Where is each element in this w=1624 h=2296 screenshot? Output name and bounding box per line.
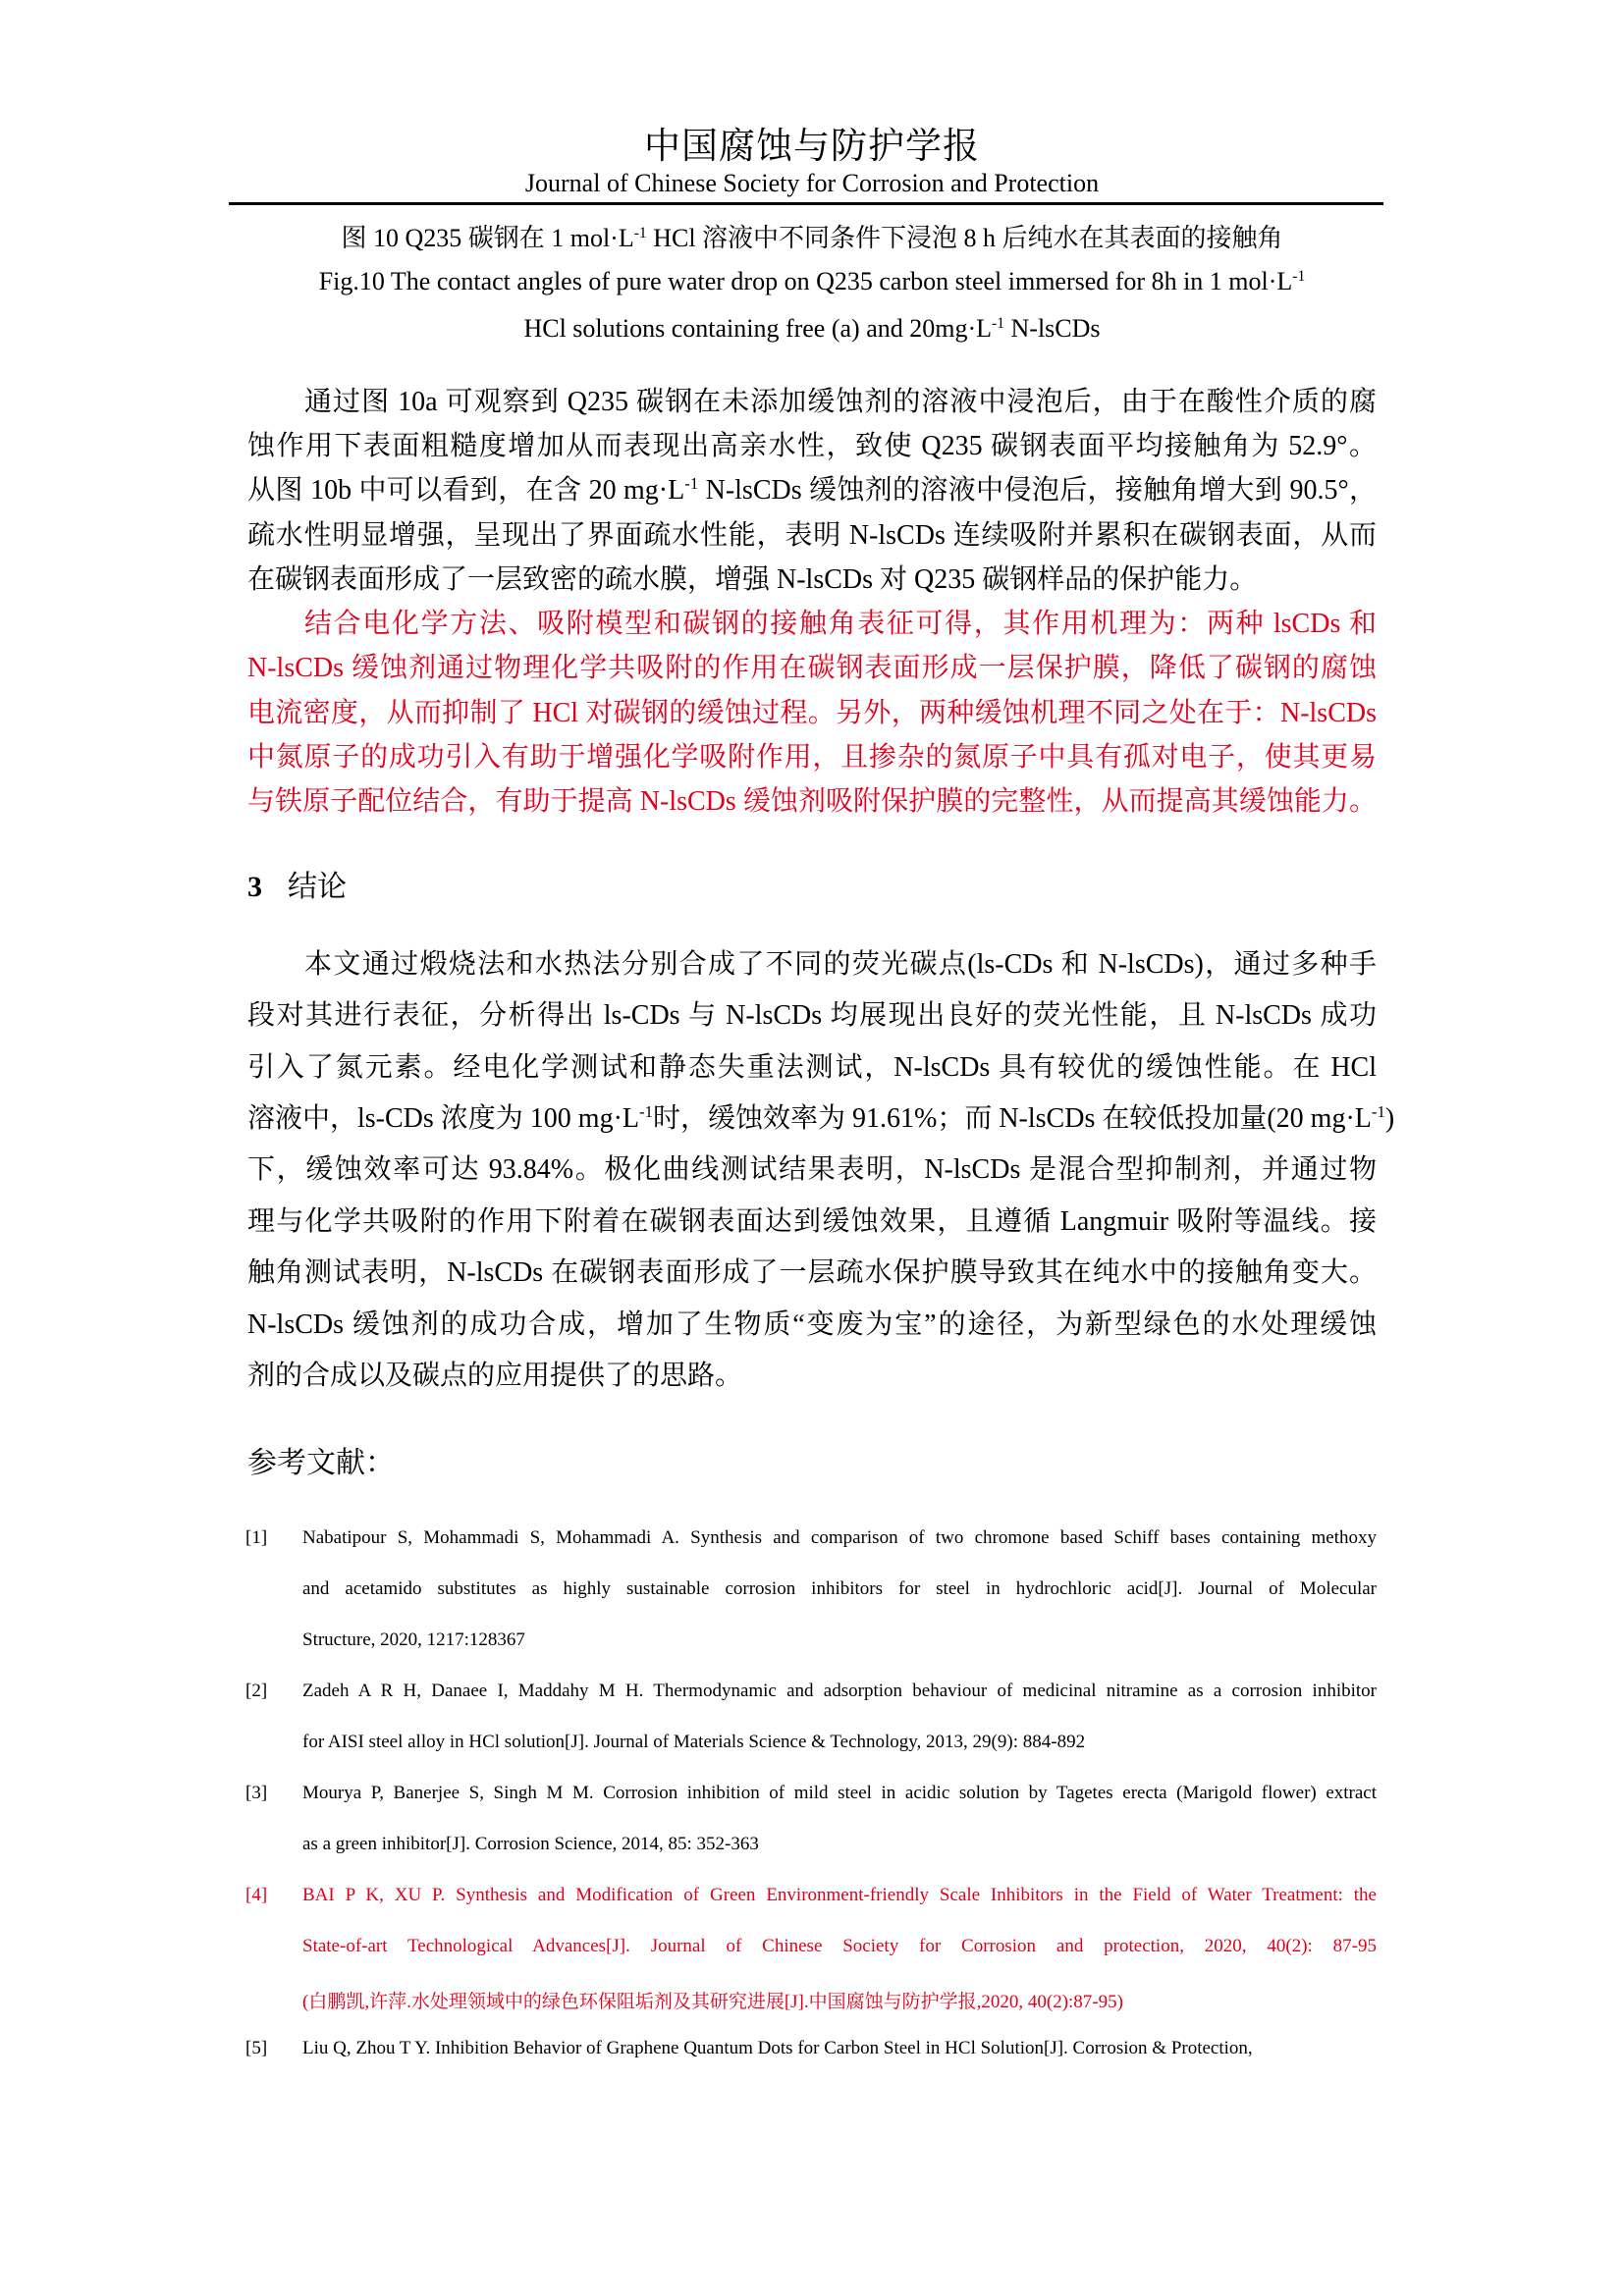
paragraph-line: 下，缓蚀效率可达 93.84%。极化曲线测试结果表明，N-lsCDs 是混合型抑制剂，并通过物 xyxy=(247,1154,1377,1185)
text-span: ) xyxy=(1384,1103,1395,1134)
paragraph-line xyxy=(247,1099,1395,1139)
paragraph-line: 理与化学共吸附的作用下附着在碳钢表面达到缓蚀效果，且遵循 Langmuir 吸附等温线。接 xyxy=(247,1206,1377,1237)
reference-text-line: Zadeh A R H, Danaee I, Maddahy M H. Thermodynamic and adsorption behaviour of medicinal nitramine as a corrosion inhibitor xyxy=(302,1681,1377,1701)
reference-text-line: Nabatipour S, Mohammadi S, Mohammadi A. Synthesis and comparison of two chromone based Schiff bases containing methoxy xyxy=(302,1527,1377,1548)
paragraph-line: 中氮原子的成功引入有助于增强化学吸附作用，且掺杂的氮原子中具有孤对电子，使其更易 xyxy=(247,742,1377,773)
superscript: -1 xyxy=(992,314,1005,332)
figure-caption-en-line2 xyxy=(0,314,1624,344)
superscript: -1 xyxy=(1292,267,1306,285)
reference-text-line: and acetamido substitutes as highly sustainable corrosion inhibitors for steel in hydrochloric acid[J]. Journal of Molecular xyxy=(302,1578,1377,1599)
reference-text-line: BAI P K, XU P. Synthesis and Modification of Green Environment-friendly Scale Inhibitors in the Field of Water Treatment: the xyxy=(302,1885,1377,1905)
caption-text: N-lsCDs xyxy=(1004,314,1101,343)
paragraph-line: 剂的合成以及碳点的应用提供了的思路。 xyxy=(247,1361,743,1391)
text-span: 溶液中，ls-CDs 浓度为 100 mg·L xyxy=(247,1103,640,1134)
text-span: 时，缓蚀效率为 91.61%；而 N-lsCDs 在较低投加量(20 mg·L xyxy=(653,1103,1372,1134)
paragraph-line: 疏水性明显增强，呈现出了界面疏水性能，表明 N-lsCDs 连续吸附并累积在碳钢表面，从而 xyxy=(247,520,1377,551)
reference-text-line: Liu Q, Zhou T Y. Inhibition Behavior of Graphene Quantum Dots for Carbon Steel in HCl Solution[J]. Corrosion & Protection, xyxy=(302,2038,1253,2058)
superscript: -1 xyxy=(1371,1101,1385,1121)
section-number: 3 xyxy=(247,871,262,903)
paragraph-line: 电流密度，从而抑制了 HCl 对碳钢的缓蚀过程。另外，两种缓蚀机理不同之处在于：N-lsCDs xyxy=(247,698,1377,728)
reference-number: [4] xyxy=(245,1885,268,1905)
reference-text-line: (白鹏凯,许萍.水处理领域中的绿色环保阻垢剂及其研究进展[J].中国腐蚀与防护学报,2020, 40(2):87-95) xyxy=(302,1992,1123,2012)
paragraph-line: 蚀作用下表面粗糙度增加从而表现出高亲水性，致使 Q235 碳钢表面平均接触角为 52.9°。 xyxy=(247,431,1377,461)
reference-number: [5] xyxy=(245,2038,268,2058)
section-title: 结论 xyxy=(288,870,347,904)
reference-text-line: Mourya P, Banerjee S, Singh M M. Corrosion inhibition of mild steel in acidic solution by Tagetes erecta (Marigold flower) extract xyxy=(302,1783,1377,1803)
paragraph-line xyxy=(247,471,1377,510)
caption-text: Fig.10 The contact angles of pure water drop on Q235 carbon steel immersed for 8h in 1 mol·L xyxy=(318,267,1293,295)
superscript: -1 xyxy=(639,1101,653,1121)
reference-text-line: Structure, 2020, 1217:128367 xyxy=(302,1629,525,1650)
caption-text: HCl 溶液中不同条件下浸泡 8 h 后纯水在其表面的接触角 xyxy=(646,224,1283,252)
reference-number: [2] xyxy=(245,1681,268,1701)
figure-caption-cn xyxy=(0,218,1624,254)
section-heading-conclusion xyxy=(247,862,347,905)
superscript: -1 xyxy=(684,473,699,493)
paragraph-line: 通过图 10a 可观察到 Q235 碳钢在未添加缓蚀剂的溶液中浸泡后，由于在酸性介质的腐 xyxy=(304,387,1377,417)
figure-caption-en-line1 xyxy=(0,267,1624,296)
paragraph-line: 本文通过煅烧法和水热法分别合成了不同的荧光碳点(ls-CDs 和 N-lsCDs)，通过多种手 xyxy=(304,949,1377,980)
reference-number: [3] xyxy=(245,1783,268,1803)
paragraph-line: 段对其进行表征，分析得出 ls-CDs 与 N-lsCDs 均展现出良好的荧光性能，且 N-lsCDs 成功 xyxy=(247,1000,1377,1031)
text-span: N-lsCDs 缓蚀剂的溶液中侵泡后，接触角增大到 90.5°， xyxy=(698,475,1377,506)
reference-text-line: State-of-art Technological Advances[J]. Journal of Chinese Society for Corrosion and protection, 2020, 40(2): 87-95 xyxy=(302,1936,1377,1956)
paragraph-line: 在碳钢表面形成了一层致密的疏水膜，增强 N-lsCDs 对 Q235 碳钢样品的保护能力。 xyxy=(247,564,1258,595)
text-span: 从图 10b 中可以看到，在含 20 mg·L xyxy=(247,475,685,506)
paragraph-line: 结合电化学方法、吸附模型和碳钢的接触角表征可得，其作用机理为：两种 lsCDs 和 xyxy=(304,609,1377,639)
references-heading: 参考文献： xyxy=(247,1446,395,1480)
paragraph-line: N-lsCDs 缓蚀剂通过物理化学共吸附的作用在碳钢表面形成一层保护膜，降低了碳钢的腐蚀 xyxy=(247,653,1377,683)
reference-text-line: for AISI steel alloy in HCl solution[J]. Journal of Materials Science & Technology, 2013, 29(9): 884-892 xyxy=(302,1732,1086,1752)
header-divider xyxy=(229,202,1383,205)
paragraph-line: 引入了氮元素。经电化学测试和静态失重法测试，N-lsCDs 具有较优的缓蚀性能。在 HCl xyxy=(247,1052,1377,1083)
superscript: -1 xyxy=(633,224,647,241)
journal-title-cn: 中国腐蚀与防护学报 xyxy=(644,127,980,167)
paragraph-line: N-lsCDs 缓蚀剂的成功合成，增加了生物质“变废为宝”的途径，为新型绿色的水处理缓蚀 xyxy=(247,1309,1377,1340)
reference-text-line: as a green inhibitor[J]. Corrosion Science, 2014, 85: 352-363 xyxy=(302,1834,759,1854)
caption-text: 图 10 Q235 碳钢在 1 mol·L xyxy=(341,224,634,252)
paragraph-line: 与铁原子配位结合，有助于提高 N-lsCDs 缓蚀剂吸附保护膜的完整性，从而提高其缓蚀能力。 xyxy=(247,786,1377,817)
reference-number: [1] xyxy=(245,1527,268,1548)
journal-title-en: Journal of Chinese Society for Corrosion and Protection xyxy=(524,169,1100,197)
caption-text: HCl solutions containing free (a) and 20mg·L xyxy=(523,314,993,343)
paragraph-line: 触角测试表明，N-lsCDs 在碳钢表面形成了一层疏水保护膜导致其在纯水中的接触角变大。 xyxy=(247,1257,1377,1288)
